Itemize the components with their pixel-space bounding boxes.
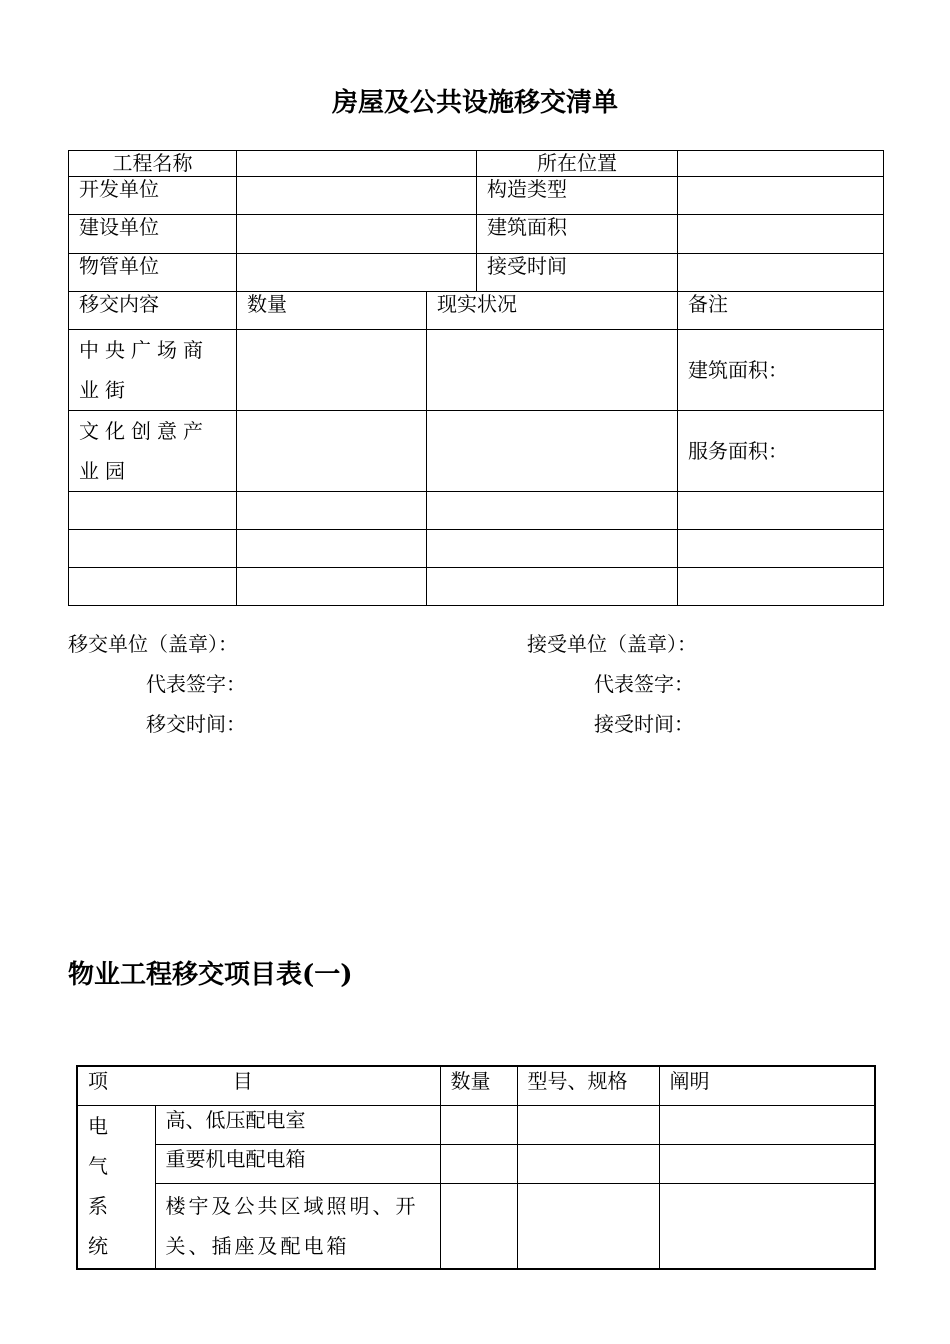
field-property-manager[interactable] <box>237 254 477 292</box>
handover-table <box>68 150 884 606</box>
header-item-a: 项 <box>88 1069 108 1093</box>
item-quantity[interactable] <box>440 1144 517 1183</box>
field-structure-type[interactable] <box>678 177 884 215</box>
receiving-signature-label: 代表签字： <box>594 672 694 696</box>
empty-cell[interactable] <box>427 530 678 568</box>
item-quantity[interactable] <box>237 330 427 411</box>
label-developer: 开发单位 <box>69 177 237 215</box>
field-developer[interactable] <box>237 177 477 215</box>
label-project-name: 工程名称 <box>69 151 237 177</box>
empty-cell[interactable] <box>678 530 884 568</box>
empty-cell[interactable] <box>237 530 427 568</box>
header-quantity: 数量 <box>237 292 427 330</box>
field-floor-area[interactable] <box>678 215 884 254</box>
handover-time-label: 移交时间： <box>146 712 246 736</box>
header-content: 移交内容 <box>69 292 237 330</box>
label-property-manager: 物管单位 <box>69 254 237 292</box>
item-note: 服务面积： <box>678 411 884 492</box>
item-quantity[interactable] <box>440 1105 517 1144</box>
empty-cell[interactable] <box>237 492 427 530</box>
empty-cell[interactable] <box>69 492 237 530</box>
item-status[interactable] <box>427 330 678 411</box>
category-char: 系 <box>88 1193 108 1218</box>
item-model[interactable] <box>517 1105 659 1144</box>
category-electrical <box>77 1105 155 1269</box>
project-items-table <box>76 1065 876 1270</box>
item-note: 建筑面积： <box>678 330 884 411</box>
item-description[interactable] <box>659 1105 875 1144</box>
item-name: 文化创意产业园 <box>69 411 237 492</box>
item-label: 高、低压配电室 <box>155 1105 440 1144</box>
handover-signature-label: 代表签字： <box>146 672 246 696</box>
item-model[interactable] <box>517 1183 659 1269</box>
item-name: 中央广场商业街 <box>69 330 237 411</box>
empty-cell[interactable] <box>427 492 678 530</box>
receiving-unit-label: 接受单位（盖章）： <box>527 632 697 656</box>
handover-unit-label: 移交单位（盖章）： <box>68 632 238 656</box>
label-floor-area: 建筑面积 <box>477 215 678 254</box>
header-remarks: 备注 <box>678 292 884 330</box>
field-receive-time[interactable] <box>678 254 884 292</box>
label-location: 所在位置 <box>477 151 678 177</box>
empty-cell[interactable] <box>69 530 237 568</box>
empty-cell[interactable] <box>678 492 884 530</box>
label-builder: 建设单位 <box>69 215 237 254</box>
header-description: 阐明 <box>659 1066 875 1105</box>
category-char: 气 <box>88 1153 108 1178</box>
page-title: 房屋及公共设施移交清单 <box>331 88 618 118</box>
item-description[interactable] <box>659 1183 875 1269</box>
empty-cell[interactable] <box>69 568 237 606</box>
category-char: 统 <box>88 1233 108 1258</box>
field-builder[interactable] <box>237 215 477 254</box>
category-char: 电 <box>88 1113 108 1138</box>
header-status: 现实状况 <box>427 292 678 330</box>
label-structure-type: 构造类型 <box>477 177 678 215</box>
empty-cell[interactable] <box>237 568 427 606</box>
header-item <box>77 1066 440 1105</box>
item-status[interactable] <box>427 411 678 492</box>
label-receive-time: 接受时间 <box>477 254 678 292</box>
item-label: 重要机电配电箱 <box>155 1144 440 1183</box>
item-model[interactable] <box>517 1144 659 1183</box>
empty-cell[interactable] <box>427 568 678 606</box>
field-project-name[interactable] <box>237 151 477 177</box>
item-quantity[interactable] <box>237 411 427 492</box>
header-model: 型号、规格 <box>517 1066 659 1105</box>
receiving-time-label: 接受时间： <box>594 712 694 736</box>
header-item-b: 目 <box>232 1069 253 1093</box>
item-description[interactable] <box>659 1144 875 1183</box>
empty-cell[interactable] <box>678 568 884 606</box>
section-title: 物业工程移交项目表(一) <box>68 960 353 990</box>
header-quantity: 数量 <box>440 1066 517 1105</box>
item-quantity[interactable] <box>440 1183 517 1269</box>
field-location[interactable] <box>678 151 884 177</box>
item-label: 楼宇及公共区域照明、开关、插座及配电箱 <box>155 1183 440 1269</box>
